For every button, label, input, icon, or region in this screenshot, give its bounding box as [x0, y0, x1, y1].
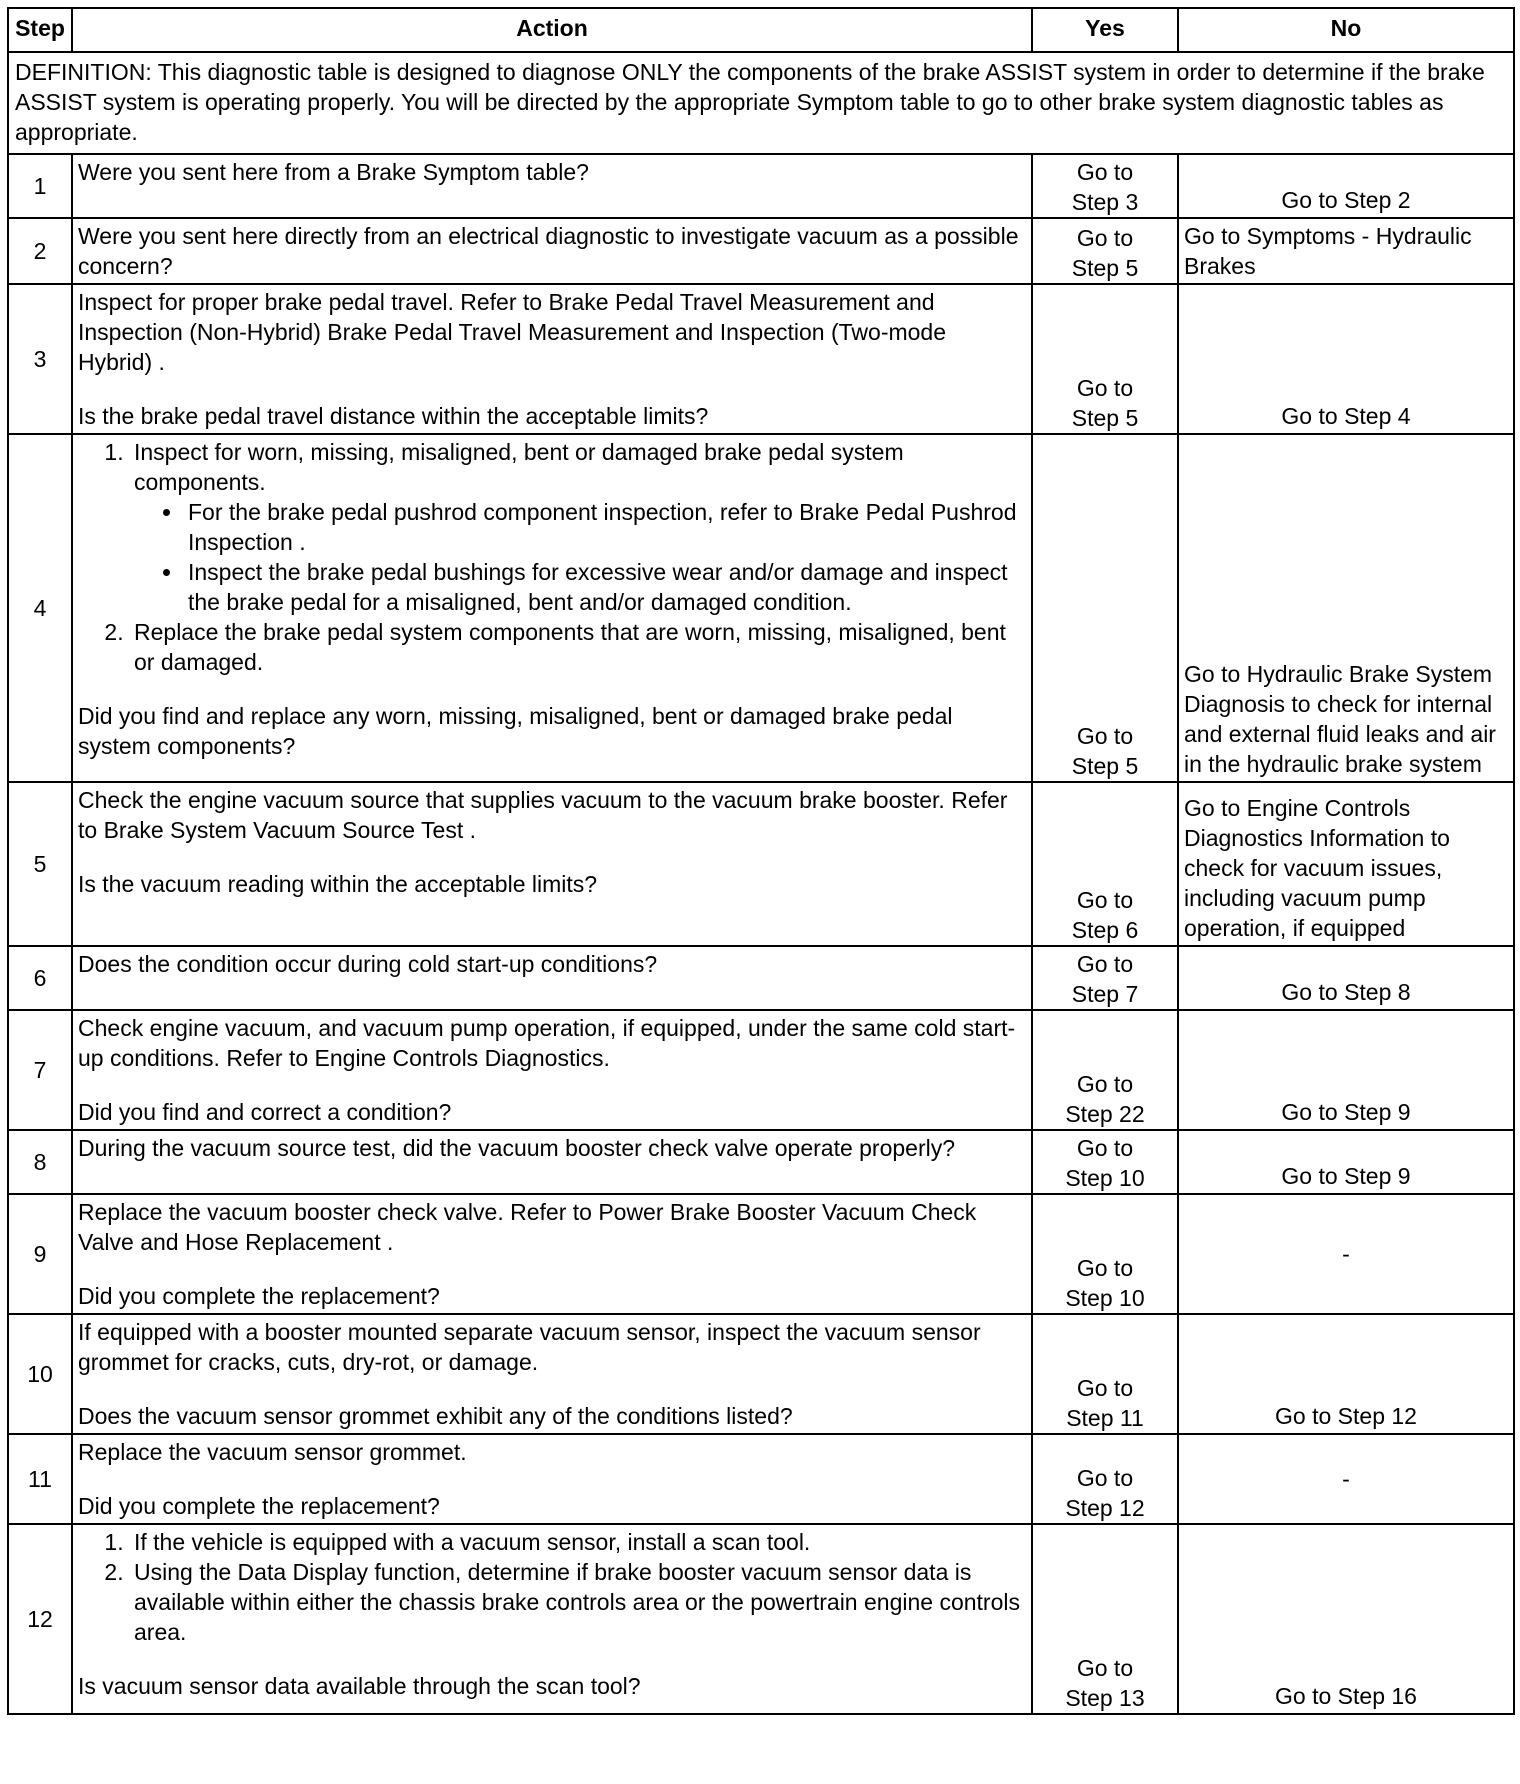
sub-list [134, 497, 1026, 617]
yes-cell: Go to Step 11 [1032, 1314, 1178, 1434]
no-cell: Go to Step 9 [1178, 1130, 1514, 1194]
header-no: No [1178, 8, 1514, 52]
yes-cell: Go to Step 10 [1032, 1130, 1178, 1194]
instruction-list [78, 437, 1026, 677]
action-instruction: Check the engine vacuum source that supplies vacuum to the vacuum brake booster. Refer to Brake System Vacuum Source Test . [78, 787, 1008, 843]
yes-cell: Go to Step 5 [1032, 218, 1178, 284]
action-instruction: Replace the vacuum booster check valve. Refer to Power Brake Booster Vacuum Check Valve and Hose Replacement . [78, 1199, 977, 1255]
list-item-text: Inspect for worn, missing, misaligned, bent or damaged brake pedal system components. [134, 439, 904, 495]
definition-row [8, 52, 1514, 154]
no-cell: Go to Step 16 [1178, 1524, 1514, 1714]
header-step: Step [8, 8, 72, 52]
table-row [8, 434, 1514, 782]
step-number: 7 [8, 1010, 72, 1130]
no-cell: Go to Step 9 [1178, 1010, 1514, 1130]
step-number: 4 [8, 434, 72, 782]
table-row [8, 284, 1514, 434]
header-row [8, 8, 1514, 52]
step-number: 11 [8, 1434, 72, 1524]
action-instruction: If equipped with a booster mounted separate vacuum sensor, inspect the vacuum sensor grommet for cracks, cuts, dry-rot, or damage. [78, 1319, 981, 1375]
header-action: Action [72, 8, 1032, 52]
yes-cell: Go to Step 13 [1032, 1524, 1178, 1714]
yes-cell: Go to Step 22 [1032, 1010, 1178, 1130]
step-number: 10 [8, 1314, 72, 1434]
diagnostic-table-page [7, 7, 1513, 1784]
action-question: Did you complete the replacement? [78, 1283, 440, 1309]
no-cell: Go to Symptoms - Hydraulic Brakes [1178, 218, 1514, 284]
action-instruction: Check engine vacuum, and vacuum pump operation, if equipped, under the same cold start-up conditions. Refer to Engine Controls Diagnostics. [78, 1015, 1016, 1071]
action-question: Is the vacuum reading within the acceptable limits? [78, 871, 598, 897]
no-cell: - [1178, 1434, 1514, 1524]
action-cell [72, 1010, 1032, 1130]
yes-cell: Go to Step 5 [1032, 434, 1178, 782]
list-item [130, 437, 1026, 617]
action-question: Does the vacuum sensor grommet exhibit any of the conditions listed? [78, 1403, 793, 1429]
table-row [8, 1010, 1514, 1130]
action-cell [72, 1194, 1032, 1314]
table-row [8, 946, 1514, 1010]
action-question: Does the condition occur during cold start-up conditions? [78, 951, 658, 977]
action-question: Did you find and replace any worn, missing, misaligned, bent or damaged brake pedal system components? [78, 703, 953, 759]
yes-cell: Go to Step 12 [1032, 1434, 1178, 1524]
action-cell [72, 782, 1032, 946]
no-cell: Go to Step 8 [1178, 946, 1514, 1010]
action-instruction: Replace the vacuum sensor grommet. [78, 1439, 467, 1465]
action-cell [72, 946, 1032, 1010]
table-row [8, 218, 1514, 284]
action-question: Is the brake pedal travel distance within the acceptable limits? [78, 403, 709, 429]
table-row [8, 1194, 1514, 1314]
table-row [8, 154, 1514, 218]
step-number: 5 [8, 782, 72, 946]
no-cell: - [1178, 1194, 1514, 1314]
action-cell [72, 1524, 1032, 1714]
action-cell [72, 434, 1032, 782]
no-cell: Go to Step 4 [1178, 284, 1514, 434]
sub-list-item: • Inspect the brake pedal bushings for excessive wear and/or damage and inspect the brake pedal for a misaligned, bent and/or damaged condition. [184, 557, 1026, 617]
table-row [8, 1314, 1514, 1434]
step-number: 6 [8, 946, 72, 1010]
yes-cell: Go to Step 10 [1032, 1194, 1178, 1314]
action-question: Is vacuum sensor data available through the scan tool? [78, 1673, 641, 1699]
action-cell [72, 154, 1032, 218]
action-cell [72, 284, 1032, 434]
list-item [130, 617, 1026, 677]
step-number: 2 [8, 218, 72, 284]
step-number: 1 [8, 154, 72, 218]
table-row [8, 782, 1514, 946]
diagnostic-table [7, 7, 1515, 1715]
action-question: Were you sent here from a Brake Symptom table? [78, 159, 589, 185]
table-row [8, 1524, 1514, 1714]
action-cell [72, 1434, 1032, 1524]
list-item: 2. Using the Data Display function, determine if brake booster vacuum sensor data is available within either the chassis brake controls area or the powertrain engine controls area. [130, 1557, 1026, 1647]
list-item: 1. If the vehicle is equipped with a vacuum sensor, install a scan tool. [130, 1527, 1026, 1557]
list-item-text: Replace the brake pedal system components that are worn, missing, misaligned, bent or damaged. [134, 619, 1006, 675]
action-cell [72, 218, 1032, 284]
instruction-list [78, 1527, 1026, 1647]
action-cell [72, 1314, 1032, 1434]
action-question: Were you sent here directly from an electrical diagnostic to investigate vacuum as a possible concern? [78, 223, 1019, 279]
step-number: 3 [8, 284, 72, 434]
step-number: 9 [8, 1194, 72, 1314]
action-instruction: Inspect for proper brake pedal travel. Refer to Brake Pedal Travel Measurement and Inspection (Non-Hybrid) Brake Pedal Travel Measurement and Inspection (Two-mode Hybrid) . [78, 289, 947, 375]
no-cell: Go to Hydraulic Brake System Diagnosis to check for internal and external fluid leaks and air in the hydraulic brake system [1178, 434, 1514, 782]
yes-cell: Go to Step 5 [1032, 284, 1178, 434]
step-number: 12 [8, 1524, 72, 1714]
yes-cell: Go to Step 7 [1032, 946, 1178, 1010]
table-row [8, 1434, 1514, 1524]
action-question: Did you find and correct a condition? [78, 1099, 452, 1125]
step-number: 8 [8, 1130, 72, 1194]
action-question: Did you complete the replacement? [78, 1493, 440, 1519]
action-question: During the vacuum source test, did the vacuum booster check valve operate properly? [78, 1135, 956, 1161]
action-cell [72, 1130, 1032, 1194]
table-row [8, 1130, 1514, 1194]
sub-list-item: • For the brake pedal pushrod component inspection, refer to Brake Pedal Pushrod Inspection . [184, 497, 1026, 557]
yes-cell: Go to Step 3 [1032, 154, 1178, 218]
definition-text: DEFINITION: This diagnostic table is designed to diagnose ONLY the components of the brake ASSIST system in order to determine if the brake ASSIST system is operating properly. You will be directed by the appropriate Symptom table to go to other brake system diagnostic tables as appropriate. [8, 52, 1514, 154]
no-cell: Go to Step 12 [1178, 1314, 1514, 1434]
no-cell: Go to Engine Controls Diagnostics Information to check for vacuum issues, including vacuum pump operation, if equipped [1178, 782, 1514, 946]
header-yes: Yes [1032, 8, 1178, 52]
no-cell: Go to Step 2 [1178, 154, 1514, 218]
yes-cell: Go to Step 6 [1032, 782, 1178, 946]
